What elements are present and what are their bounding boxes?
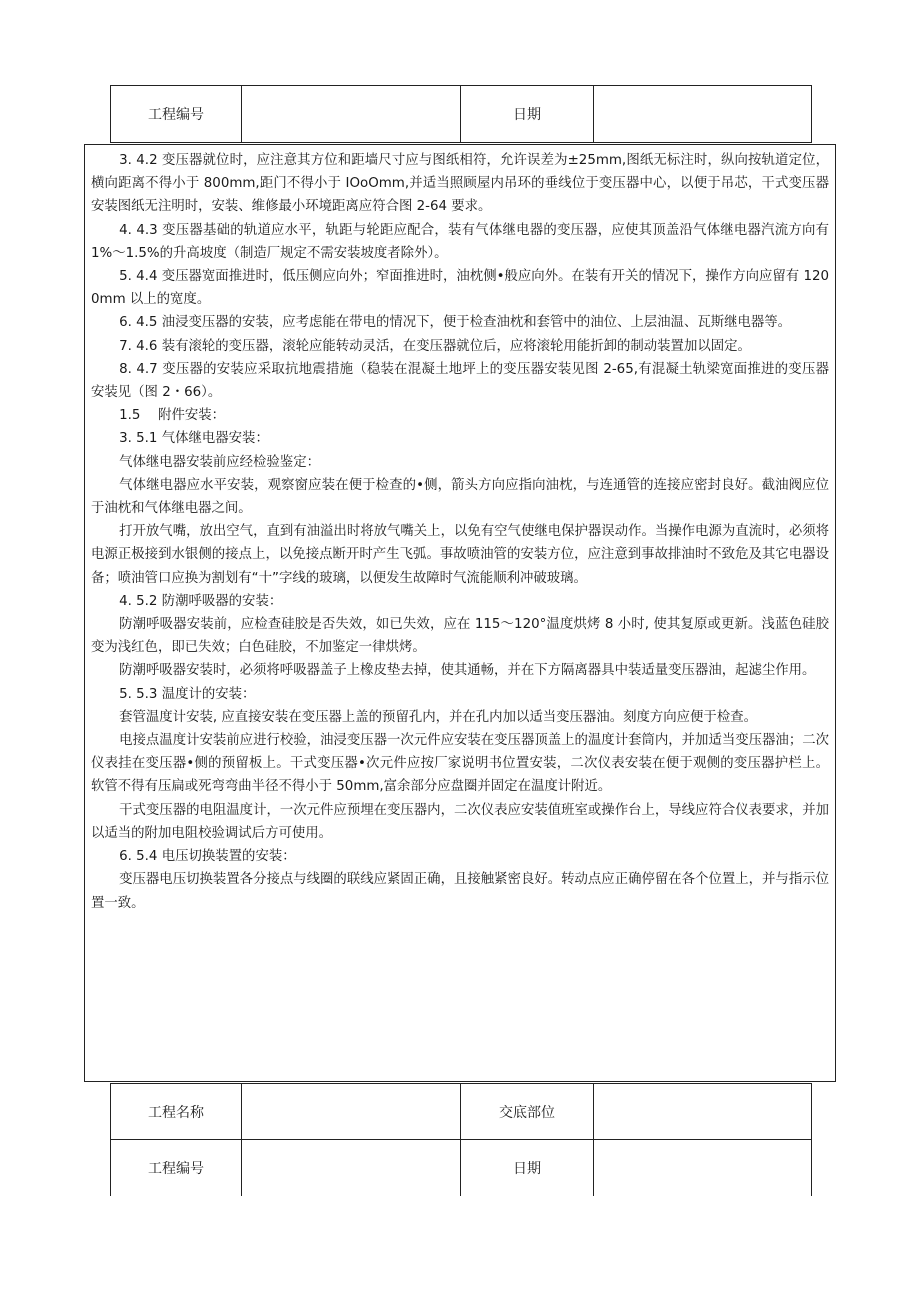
project-number-label: 工程编号 — [111, 1140, 242, 1197]
subsection-heading: 4. 5.2 防潮呼吸器的安装： — [119, 593, 283, 609]
subsection-heading: 3. 5.1 气体继电器安装： — [119, 431, 269, 447]
paragraph: 3. 4.2 变压器就位时，应注意其方位和距墙尺寸应与图纸相符，允许误差为±25mm,图纸无标注时，纵向按轨道定位，横向距离不得小于 800mm,距门不得小于 IOoOmm,并适当照顾屋内吊环的垂线位于变压器中心，以便于吊芯，干式变压器安装图纸无注明时，安装、维修最小环境距离应符合图 2-64 要求。 — [91, 153, 829, 215]
paragraph: 干式变压器的电阻温度计，一次元件应预埋在变压器内，二次仪表应安装值班室或操作台上，导线应符合仪表要求，并加以适当的附加电阻校验调试后方可使用。 — [91, 802, 829, 841]
handover-part-label: 交底部位 — [461, 1084, 594, 1140]
paragraph: 4. 4.3 变压器基础的轨道应水平，轨距与轮距应配合，装有气体继电器的变压器，应使其顶盖沿气体继电器汽流方向有 1%～1.5%的升高坡度（制造厂规定不需安装坡度者除外）。 — [91, 222, 829, 261]
paragraph: 6. 4.5 油浸变压器的安装，应考虑能在带电的情况下，便于检查油枕和套管中的油位、上层油温、瓦斯继电器等。 — [119, 315, 792, 331]
content-body — [84, 144, 836, 1082]
paragraph: 变压器电压切换装置各分接点与线圈的联线应紧固正确，且接触紧密良好。转动点应正确停留在各个位置上，并与指示位置一致。 — [91, 872, 829, 911]
paragraph: 7. 4.6 装有滚轮的变压器，滚轮应能转动灵活，在变压器就位后，应将滚轮用能折卸的制动装置加以固定。 — [119, 338, 751, 354]
handover-part-value — [594, 1084, 812, 1140]
table-row — [111, 86, 812, 143]
paragraph: 气体继电器应水平安装，观察窗应装在便于检查的•侧，箭头方向应指向油枕，与连通管的连接应密封良好。截油阀应位于油枕和气体继电器之间。 — [91, 477, 829, 517]
paragraph: 8. 4.7 变压器的安装应采取抗地震措施（稳装在混凝土地坪上的变压器安装见图 2-65,有混凝土轨梁宽面推进的变压器安装见（图 2・66）。 — [91, 361, 829, 401]
date-label: 日期 — [461, 1140, 594, 1197]
footer-info-table — [110, 1083, 812, 1196]
paragraph: 打开放气嘴，放出空气，直到有油溢出时将放气嘴关上，以免有空气使继电保护器误动作。当操作电源为直流时，必须将电源正极接到水银侧的接点上，以免接点断开时产生飞弧。事故喷油管的安装方位，应注意到事故排油时不致危及其它电器设备；喷油管口应换为割划有“十”字线的玻璃，以便发生故障时气流能顺利冲破玻璃。 — [91, 524, 829, 586]
paragraph: 防潮呼吸器安装前，应检查硅胶是否失效，如已失效，应在 115～120°温度烘烤 8 小时, 使其复原或更新。浅蓝色硅胶变为浅红色，即已失效；白色硅胶，不加鉴定一律烘烤。 — [91, 617, 829, 656]
project-number-label: 工程编号 — [111, 86, 242, 143]
project-number-value — [242, 1140, 461, 1197]
table-row — [111, 1140, 812, 1197]
paragraph: 防潮呼吸器安装时，必须将呼吸器盖子上橡皮垫去掉，使其通畅，并在下方隔离器具中装适量变压器油，起滤尘作用。 — [119, 663, 816, 679]
project-name-value — [242, 1084, 461, 1140]
subsection-heading: 6. 5.4 电压切换装置的安装： — [119, 849, 296, 865]
subsection-heading: 5. 5.3 温度计的安装： — [119, 686, 256, 702]
section-heading: 1.5 附件安装： — [119, 408, 226, 424]
paragraph: 5. 4.4 变压器宽面推进时，低压侧应向外；窄面推进时，油枕侧•般应向外。在装有开关的情况下，操作方向应留有 1200mm 以上的宽度。 — [91, 269, 829, 308]
paragraph: 气体继电器安装前应经检验鉴定： — [119, 454, 320, 470]
date-value — [594, 86, 812, 143]
date-label: 日期 — [461, 86, 594, 143]
date-value — [594, 1140, 812, 1197]
paragraph: 电接点温度计安装前应进行校验，油浸变压器一次元件应安装在变压器顶盖上的温度计套筒内，并加适当变压器油；二次仪表挂在变压器•侧的预留板上。干式变压器•次元件应按厂家说明书位置安装，二次仪表安装在便于观侧的变压器护栏上。软管不得有压扁或死弯弯曲半径不得小于 50mm,富余部分应盘圈并固定在温度计附近。 — [91, 733, 829, 795]
paragraph: 套管温度计安装, 应直接安装在变压器上盖的预留孔内，并在孔内加以适当变压器油。刻度方向应便于检查。 — [119, 709, 757, 725]
header-info-table — [110, 85, 812, 143]
table-row — [111, 1084, 812, 1140]
project-number-value — [242, 86, 461, 143]
project-name-label: 工程名称 — [111, 1084, 242, 1140]
